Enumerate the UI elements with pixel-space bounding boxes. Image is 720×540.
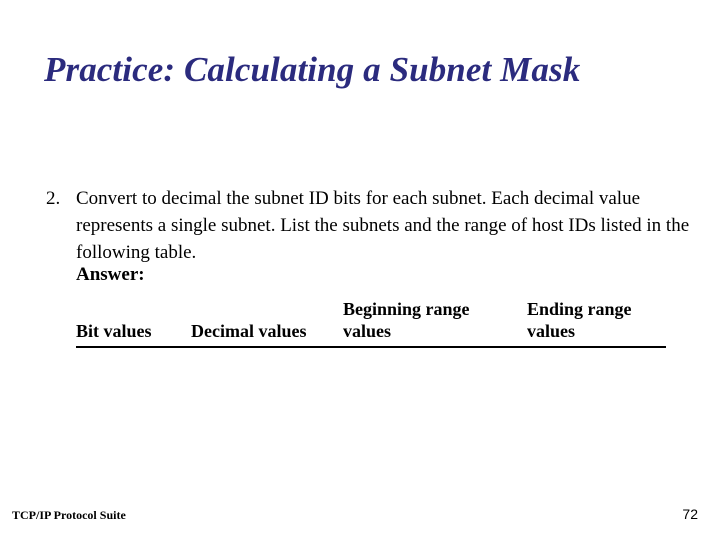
column-header-decimal-values: Decimal values <box>191 321 307 341</box>
question-number: 2. <box>46 188 61 209</box>
question <box>46 185 696 266</box>
column-header-bit-values: Bit values <box>76 321 152 341</box>
page-number: 72 <box>682 506 698 522</box>
table-header <box>76 298 666 348</box>
column-header-ending-range: Ending range values <box>527 299 632 341</box>
answer-label: Answer: <box>76 264 145 285</box>
question-text: Convert to decimal the subnet ID bits for each subnet. Each decimal value represents a single subnet. List the subnets and the range of host IDs listed in the following table. <box>76 188 690 263</box>
slide-title: Practice: Calculating a Subnet Mask <box>44 50 581 89</box>
column-header-beginning-range: Beginning range values <box>343 299 470 341</box>
footer-source: TCP/IP Protocol Suite <box>12 508 126 522</box>
